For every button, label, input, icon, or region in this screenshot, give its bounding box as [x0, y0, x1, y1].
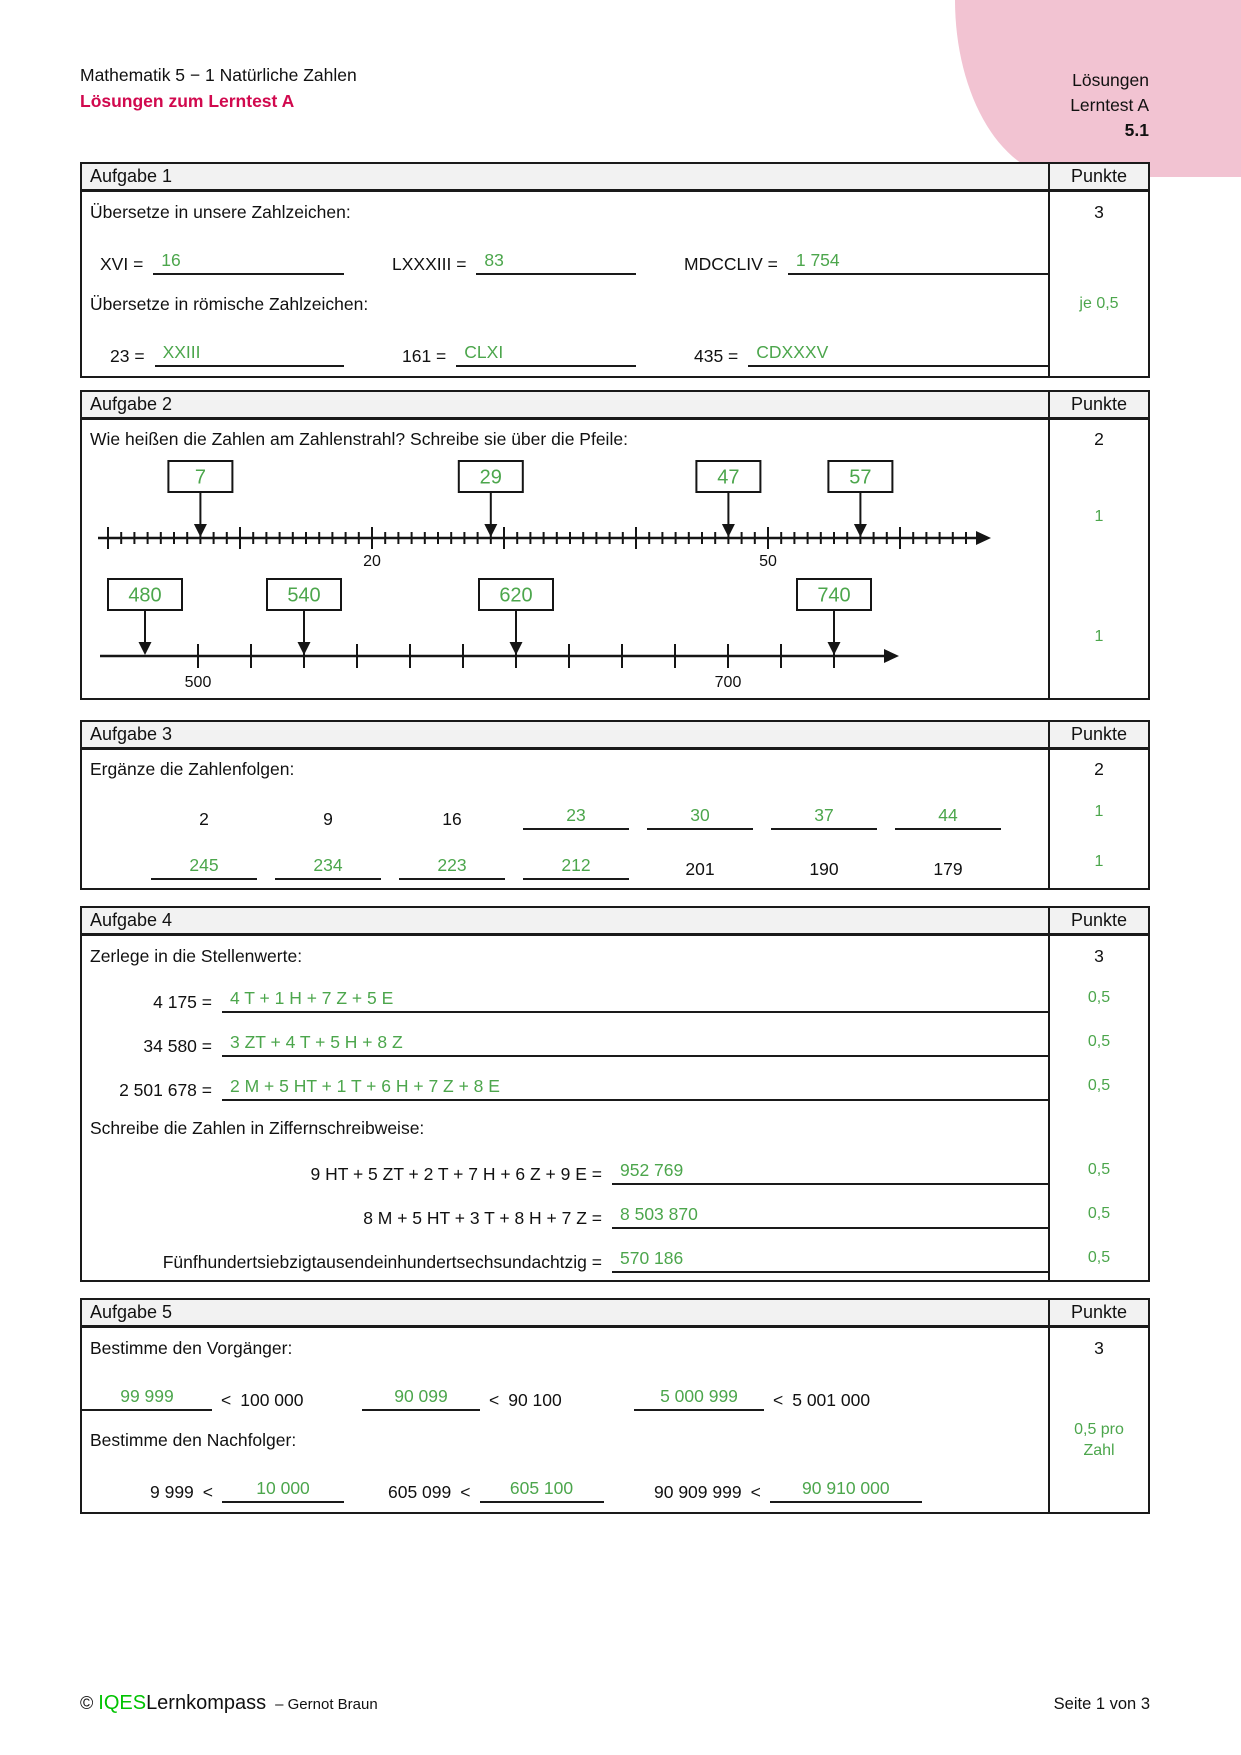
- svg-text:29: 29: [479, 466, 502, 489]
- sequence-term: 9: [323, 809, 333, 829]
- logo-iqes: IQES: [98, 1692, 147, 1714]
- number-line-row-2: [82, 576, 1148, 698]
- chapter-badge: 5.1: [1124, 120, 1149, 140]
- task-3-title: Aufgabe 3: [82, 722, 1048, 747]
- comparator: <: [750, 1482, 761, 1502]
- conversion-item: [100, 250, 392, 275]
- sequence-2-points: 1: [1094, 853, 1104, 870]
- comparison-item: [634, 1478, 922, 1503]
- task-1: [80, 162, 1150, 378]
- sequence-row-1: [82, 788, 1148, 836]
- decompose-row: [82, 1064, 1148, 1108]
- answer-blank: 8 503 870: [612, 1204, 1048, 1229]
- comparison-item: [362, 1478, 634, 1503]
- answer-blank: 4 T + 1 H + 7 Z + 5 E: [222, 988, 1048, 1013]
- svg-text:7: 7: [194, 466, 206, 489]
- sequence-1-points: 1: [1094, 803, 1104, 820]
- task-3-points: 2: [1094, 758, 1104, 779]
- svg-text:540: 540: [287, 584, 321, 607]
- prompt-predecessor: Bestimme den Vorgänger:: [90, 1337, 293, 1358]
- task-1-points-note: je 0,5: [1079, 295, 1119, 312]
- sequence-term: 16: [442, 809, 462, 829]
- task-2-prompt-row: [82, 420, 1148, 458]
- svg-text:500: 500: [184, 674, 212, 691]
- sequence-answer: 44: [895, 805, 1001, 830]
- arabic-number-label: 23 =: [110, 346, 145, 366]
- decompose-row: [82, 1020, 1148, 1064]
- task-2-header: [82, 392, 1148, 420]
- row-points: 0,5: [1087, 1077, 1111, 1094]
- task-4-points: 3: [1094, 945, 1104, 966]
- task-1-title: Aufgabe 1: [82, 164, 1048, 189]
- svg-text:47: 47: [717, 466, 740, 489]
- comparison-item: [82, 1478, 362, 1503]
- svg-text:740: 740: [817, 584, 851, 607]
- comparator: <: [221, 1390, 232, 1410]
- number-line-2: [86, 576, 1031, 694]
- given-number: 100 000: [240, 1390, 304, 1410]
- copyright-icon: ©: [80, 1693, 94, 1713]
- sequence-answer: 23: [523, 805, 629, 830]
- given-number: 90 100: [508, 1390, 562, 1410]
- page-footer: [80, 1692, 1150, 1715]
- prompt-to-arabic: Übersetze in unsere Zahlzeichen:: [90, 201, 351, 222]
- document-subtitle: Lösungen zum Lerntest A: [80, 91, 295, 111]
- course-title: Mathematik 5 − 1 Natürliche Zahlen: [80, 65, 357, 85]
- prompt-digits: Schreibe die Zahlen in Ziffernschreibweise:: [90, 1117, 425, 1138]
- answer-blank: 5 000 999: [634, 1386, 764, 1411]
- task-5-prompt-row: [82, 1328, 1148, 1368]
- place-value-label: 9 HT + 5 ZT + 2 T + 7 H + 6 Z + 9 E =: [310, 1164, 602, 1184]
- answer-blank: CLXI: [456, 342, 636, 367]
- task-5: [80, 1298, 1150, 1514]
- conversion-item: [392, 250, 684, 275]
- place-value-label: 8 M + 5 HT + 3 T + 8 H + 7 Z =: [363, 1208, 602, 1228]
- task-2-prompt: Wie heißen die Zahlen am Zahlenstrahl? Schreibe sie über die Pfeile:: [90, 428, 628, 449]
- row-points: 0,5: [1087, 1249, 1111, 1266]
- task-1-prompt-row: [82, 192, 1148, 232]
- conversion-item: [694, 342, 1048, 367]
- conversion-item: [402, 342, 694, 367]
- page-indicator: Seite 1 von 3: [1053, 1695, 1150, 1713]
- given-number: 90 909 999: [654, 1482, 742, 1502]
- points-column-header: Punkte: [1048, 392, 1148, 417]
- task-3-header: [82, 722, 1148, 750]
- arabic-number-label: 161 =: [402, 346, 447, 366]
- corner-line-2: Lerntest A: [1070, 95, 1149, 115]
- answer-blank: 10 000: [222, 1478, 344, 1503]
- svg-text:700: 700: [714, 674, 742, 691]
- author-name: – Gernot Braun: [275, 1696, 378, 1713]
- given-number: 9 999: [150, 1482, 194, 1502]
- comparator: <: [460, 1482, 471, 1502]
- task-3-prompt: Ergänze die Zahlenfolgen:: [90, 758, 295, 779]
- publisher-logo: [80, 1692, 378, 1715]
- answer-blank: 3 ZT + 4 T + 5 H + 8 Z: [222, 1032, 1048, 1057]
- digits-row: [82, 1192, 1148, 1236]
- comparator: <: [773, 1390, 784, 1410]
- points-column-header: Punkte: [1048, 722, 1148, 747]
- answer-blank: XXIII: [155, 342, 344, 367]
- task-5-header: [82, 1300, 1148, 1328]
- answer-blank: 1 754: [788, 250, 1048, 275]
- answer-blank: 16: [153, 250, 344, 275]
- task-4-header: [82, 908, 1148, 936]
- task-4-prompt-row-2: [82, 1108, 1148, 1148]
- document-header: [80, 62, 357, 114]
- line-1-points: 1: [1094, 508, 1104, 525]
- corner-line-1: Lösungen: [1072, 70, 1149, 90]
- task-4: [80, 906, 1150, 1282]
- task-4-prompt-row: [82, 936, 1148, 976]
- task-2-points: 2: [1094, 428, 1104, 449]
- points-column-header: Punkte: [1048, 164, 1148, 189]
- conversion-item: [684, 250, 1048, 275]
- sequence-term: 201: [685, 859, 715, 879]
- digits-row: [82, 1148, 1148, 1192]
- prompt-successor: Bestimme den Nachfolger:: [90, 1429, 297, 1450]
- task-3-prompt-row: [82, 750, 1148, 788]
- number-label: 2 501 678 =: [119, 1080, 212, 1100]
- answer-blank: 83: [476, 250, 636, 275]
- sequence-term: 2: [199, 809, 209, 829]
- worksheet-body: [80, 162, 1150, 1514]
- predecessor-row: [82, 1368, 1148, 1420]
- comparison-item: [362, 1386, 634, 1411]
- line-2-points: 1: [1094, 628, 1104, 645]
- svg-text:57: 57: [849, 466, 872, 489]
- comparator: <: [202, 1482, 214, 1502]
- task-3: [80, 720, 1150, 890]
- task-4-title: Aufgabe 4: [82, 908, 1048, 933]
- task-5-title: Aufgabe 5: [82, 1300, 1048, 1325]
- number-line-row-1: [82, 458, 1148, 576]
- roman-numeral-label: XVI =: [100, 254, 144, 274]
- answer-blank: 90 910 000: [770, 1478, 922, 1503]
- row-points: 0,5: [1087, 1033, 1111, 1050]
- sequence-term: 179: [933, 859, 963, 879]
- sequence-answer: 30: [647, 805, 753, 830]
- task-2-title: Aufgabe 2: [82, 392, 1048, 417]
- successor-row: [82, 1460, 1148, 1512]
- given-number: 605 099: [388, 1482, 452, 1502]
- sequence-answer: 245: [151, 855, 257, 880]
- task-1-roman-row: [82, 324, 1148, 376]
- answer-blank: 99 999: [82, 1386, 212, 1411]
- answer-blank: 90 099: [362, 1386, 480, 1411]
- task-1-header: [82, 164, 1148, 192]
- task-5-points-note: 0,5 pro Zahl: [1074, 1421, 1124, 1459]
- svg-text:480: 480: [128, 584, 162, 607]
- arabic-number-label: 435 =: [694, 346, 739, 366]
- prompt-to-roman: Übersetze in römische Zahlzeichen:: [90, 293, 369, 314]
- answer-blank: 2 M + 5 HT + 1 T + 6 H + 7 Z + 8 E: [222, 1076, 1048, 1101]
- number-label: 4 175 =: [153, 992, 212, 1012]
- comparison-item: [82, 1386, 362, 1411]
- answer-blank: CDXXXV: [748, 342, 1048, 367]
- comparison-item: [634, 1386, 870, 1411]
- conversion-item: [110, 342, 402, 367]
- row-points: 0,5: [1087, 1161, 1111, 1178]
- number-word-label: Fünfhundertsiebzigtausendeinhundertsechsundachtzig =: [162, 1252, 602, 1272]
- given-number: 5 001 000: [792, 1390, 871, 1410]
- points-column-header: Punkte: [1048, 1300, 1148, 1325]
- sequence-term: 190: [809, 859, 839, 879]
- task-2: [80, 390, 1150, 700]
- sequence-row-2: [82, 836, 1148, 888]
- task-5-prompt-row-2: [82, 1420, 1148, 1460]
- sequence-answer: 37: [771, 805, 877, 830]
- svg-text:50: 50: [759, 553, 777, 570]
- answer-blank: 605 100: [480, 1478, 604, 1503]
- answer-blank: 570 186: [612, 1248, 1048, 1273]
- roman-numeral-label: MDCCLIV =: [684, 254, 778, 274]
- logo-lernkompass: Lernkompass: [146, 1692, 267, 1714]
- number-line-1: [86, 458, 1031, 572]
- decompose-row: [82, 976, 1148, 1020]
- task-1-prompt-row-2: [82, 284, 1148, 324]
- points-column-header: Punkte: [1048, 908, 1148, 933]
- digits-row: [82, 1236, 1148, 1280]
- row-points: 0,5: [1087, 989, 1111, 1006]
- roman-numeral-label: LXXXIII =: [392, 254, 467, 274]
- corner-label: [1070, 68, 1149, 143]
- task-5-points: 3: [1094, 1337, 1104, 1358]
- svg-text:620: 620: [499, 584, 533, 607]
- task-1-arabic-row: [82, 232, 1148, 284]
- number-label: 34 580 =: [143, 1036, 212, 1056]
- answer-blank: 952 769: [612, 1160, 1048, 1185]
- prompt-decompose: Zerlege in die Stellenwerte:: [90, 945, 303, 966]
- sequence-answer: 212: [523, 855, 629, 880]
- sequence-answer: 223: [399, 855, 505, 880]
- sequence-answer: 234: [275, 855, 381, 880]
- task-1-points: 3: [1094, 201, 1104, 222]
- row-points: 0,5: [1087, 1205, 1111, 1222]
- svg-text:20: 20: [363, 553, 381, 570]
- comparator: <: [489, 1390, 500, 1410]
